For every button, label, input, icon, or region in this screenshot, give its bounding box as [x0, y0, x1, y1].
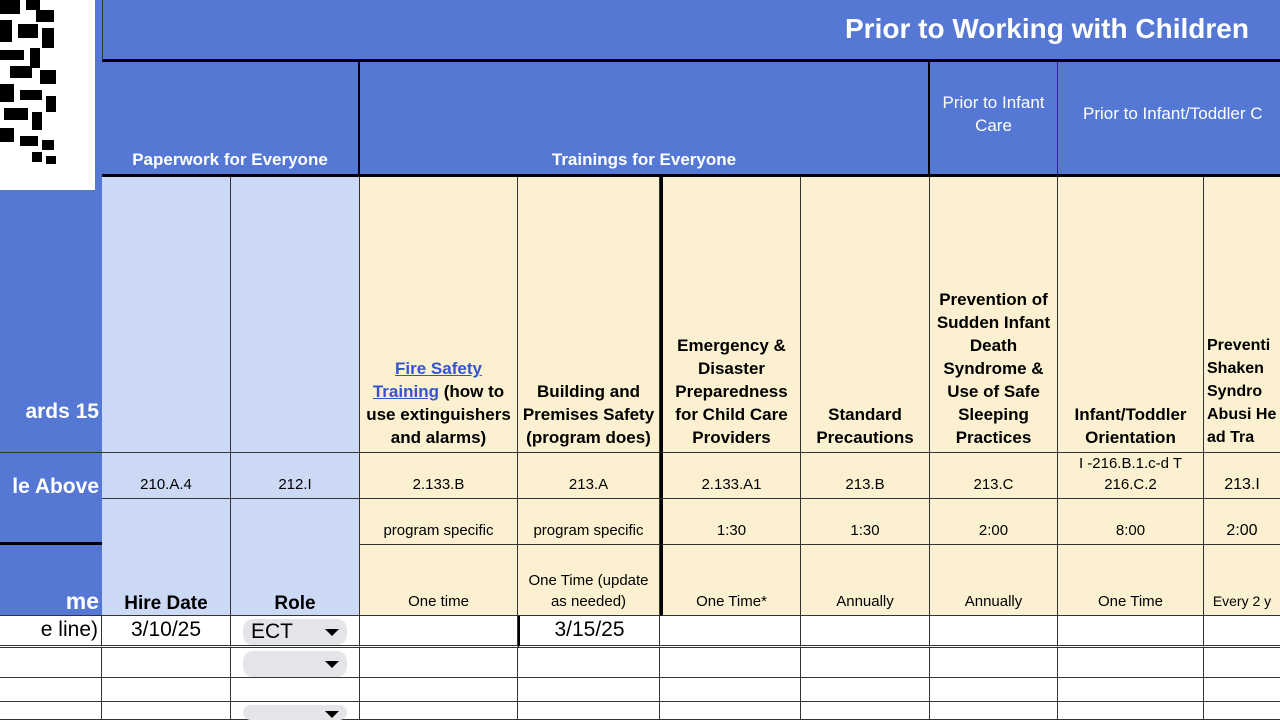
- empty-cell[interactable]: [0, 648, 102, 678]
- fire-safety-link[interactable]: Fire Safety Training: [372, 359, 482, 401]
- empty-cell[interactable]: [1204, 702, 1280, 720]
- empty-cell[interactable]: [1058, 678, 1204, 702]
- hours: 1:30: [850, 522, 880, 539]
- empty-cell[interactable]: [518, 678, 660, 702]
- label: Hire Date: [124, 593, 208, 614]
- code-cell: [518, 453, 660, 499]
- left-label-standards: [0, 190, 102, 453]
- left-column-top: [95, 0, 102, 190]
- code: 2.133.B: [412, 476, 465, 493]
- code: 213.A: [568, 476, 609, 493]
- frequency: One time: [408, 593, 469, 610]
- empty-cell[interactable]: [930, 678, 1058, 702]
- column-header-training: [518, 177, 660, 453]
- label: le Above: [12, 475, 99, 498]
- code-cell: [360, 453, 518, 499]
- empty-cell[interactable]: [1204, 678, 1280, 702]
- empty-cell[interactable]: [930, 648, 1058, 678]
- header-text: Building and Premises Safety (program does): [522, 382, 655, 447]
- code: 213.I: [1224, 476, 1260, 493]
- name-cell[interactable]: [0, 616, 102, 648]
- group-toddler: [1058, 62, 1280, 177]
- frequency-cell: [660, 545, 801, 616]
- empty-cell[interactable]: [801, 678, 930, 702]
- group-label: Trainings for Everyone: [551, 150, 737, 169]
- date-cell[interactable]: [1058, 616, 1204, 648]
- code-cell: [660, 453, 801, 499]
- code-cell: [801, 453, 930, 499]
- empty-cell[interactable]: [801, 702, 930, 720]
- frequency-cell: [930, 545, 1058, 616]
- date-cell[interactable]: [360, 616, 518, 648]
- group-trainings: [360, 62, 930, 177]
- frequency-cell: [801, 545, 930, 616]
- hours-cell: [801, 499, 930, 545]
- empty-cell[interactable]: [930, 702, 1058, 720]
- code-cell: [102, 453, 231, 499]
- hours: program specific: [533, 522, 644, 539]
- frequency: Annually: [836, 593, 894, 610]
- date-cell[interactable]: [1204, 616, 1280, 648]
- empty-cell[interactable]: [102, 648, 231, 678]
- header-text: Standard Precautions: [816, 405, 914, 447]
- group-paperwork: [102, 62, 360, 177]
- role-dropdown[interactable]: [243, 705, 347, 720]
- column-header-training: [801, 177, 930, 453]
- role-dropdown[interactable]: [243, 619, 347, 645]
- empty-cell[interactable]: [360, 648, 518, 678]
- chevron-down-icon: [325, 661, 339, 668]
- hours: 2:00: [978, 522, 1009, 539]
- frequency: One Time (update as needed): [528, 572, 649, 610]
- hours-cell: [1204, 499, 1280, 545]
- title-text: Prior to Working with Children: [845, 13, 1249, 44]
- group-label: Paperwork for Everyone: [132, 150, 328, 169]
- name-value: e line): [40, 618, 98, 641]
- empty-cell[interactable]: [231, 678, 360, 702]
- header-text: Emergency & Disaster Preparedness for Child Care Providers: [675, 336, 788, 447]
- frequency: One Time*: [696, 593, 767, 610]
- hours-cell: [360, 499, 518, 545]
- left-label-code: [0, 453, 102, 545]
- role-value: ECT: [251, 620, 293, 643]
- column-header-hire-date: [102, 499, 231, 616]
- code: 212.I: [278, 476, 312, 493]
- label: me: [65, 588, 99, 614]
- code-cell: [1204, 453, 1280, 499]
- empty-cell[interactable]: [660, 702, 801, 720]
- group-infant: [930, 62, 1058, 177]
- column-header-training: [1204, 177, 1280, 453]
- header-text: Infant/Toddler Orientation: [1074, 405, 1187, 447]
- label: Role: [274, 593, 316, 614]
- hours: program specific: [383, 522, 494, 539]
- header-rest: (how to use extinguishers and alarms): [366, 382, 511, 447]
- frequency-cell: [518, 545, 660, 616]
- date-cell[interactable]: [660, 616, 801, 648]
- group-label: Prior to Infant Care: [942, 93, 1045, 135]
- group-label: Prior to Infant/Toddler C: [1083, 104, 1263, 123]
- chevron-down-icon: [325, 711, 339, 718]
- hours: 2:00: [1226, 522, 1258, 539]
- empty-cell[interactable]: [660, 648, 801, 678]
- date-cell[interactable]: [518, 616, 660, 648]
- header-text: Prevention of Sudden Infant Death Syndrome & Use of Safe Sleeping Practices: [936, 290, 1051, 447]
- hours: 1:30: [716, 522, 747, 539]
- code: 2.133.A1: [701, 476, 762, 493]
- role-dropdown[interactable]: [243, 651, 347, 677]
- empty-cell[interactable]: [102, 678, 231, 702]
- empty-cell[interactable]: [518, 702, 660, 720]
- hire-date-cell[interactable]: [102, 616, 231, 648]
- empty-cell[interactable]: [518, 648, 660, 678]
- hire-date-value: 3/10/25: [130, 618, 202, 641]
- code: 210.A.4: [140, 476, 192, 493]
- column-header-training: [660, 177, 801, 453]
- frequency-cell: [1204, 545, 1280, 616]
- header-blank: [102, 177, 231, 453]
- column-header-role: [231, 499, 360, 616]
- date-cell[interactable]: [801, 616, 930, 648]
- empty-cell[interactable]: [360, 678, 518, 702]
- frequency: Every 2 y: [1212, 593, 1272, 609]
- frequency-cell: [360, 545, 518, 616]
- frequency: Annually: [964, 593, 1023, 610]
- chevron-down-icon: [325, 629, 339, 636]
- empty-cell[interactable]: [1058, 702, 1204, 720]
- code: 213.C: [973, 476, 1014, 493]
- empty-cell[interactable]: [0, 678, 102, 702]
- code-cell: [231, 453, 360, 499]
- column-header-training: [1058, 177, 1204, 453]
- empty-cell[interactable]: [801, 648, 930, 678]
- empty-cell[interactable]: [660, 678, 801, 702]
- page-title: [102, 0, 1280, 62]
- header-text: Preventi Shaken Syndro Abusi Head Tra: [1207, 337, 1277, 446]
- empty-cell[interactable]: [102, 702, 231, 720]
- header-blank: [231, 177, 360, 453]
- code-cell: [1058, 453, 1204, 499]
- date-cell[interactable]: [930, 616, 1058, 648]
- left-label-name: [0, 545, 102, 616]
- empty-cell[interactable]: [1204, 648, 1280, 678]
- label: ards 15: [25, 400, 99, 423]
- code: I -216.B.1.c-d T 216.C.2: [1078, 455, 1183, 493]
- empty-cell[interactable]: [0, 702, 102, 720]
- hours-cell: [660, 499, 801, 545]
- hours-cell: [930, 499, 1058, 545]
- empty-cell[interactable]: [1058, 648, 1204, 678]
- date-value: 3/15/25: [554, 618, 625, 641]
- hours-cell: [518, 499, 660, 545]
- qr-code: [0, 0, 95, 190]
- code: 213.B: [845, 476, 885, 493]
- header-text: [363, 357, 514, 449]
- column-header-training: [930, 177, 1058, 453]
- empty-cell[interactable]: [360, 702, 518, 720]
- hours-cell: [1058, 499, 1204, 545]
- hours: 8:00: [1115, 522, 1146, 539]
- frequency-cell: [1058, 545, 1204, 616]
- frequency: One Time: [1097, 593, 1164, 610]
- column-header-training: [360, 177, 518, 453]
- code-cell: [930, 453, 1058, 499]
